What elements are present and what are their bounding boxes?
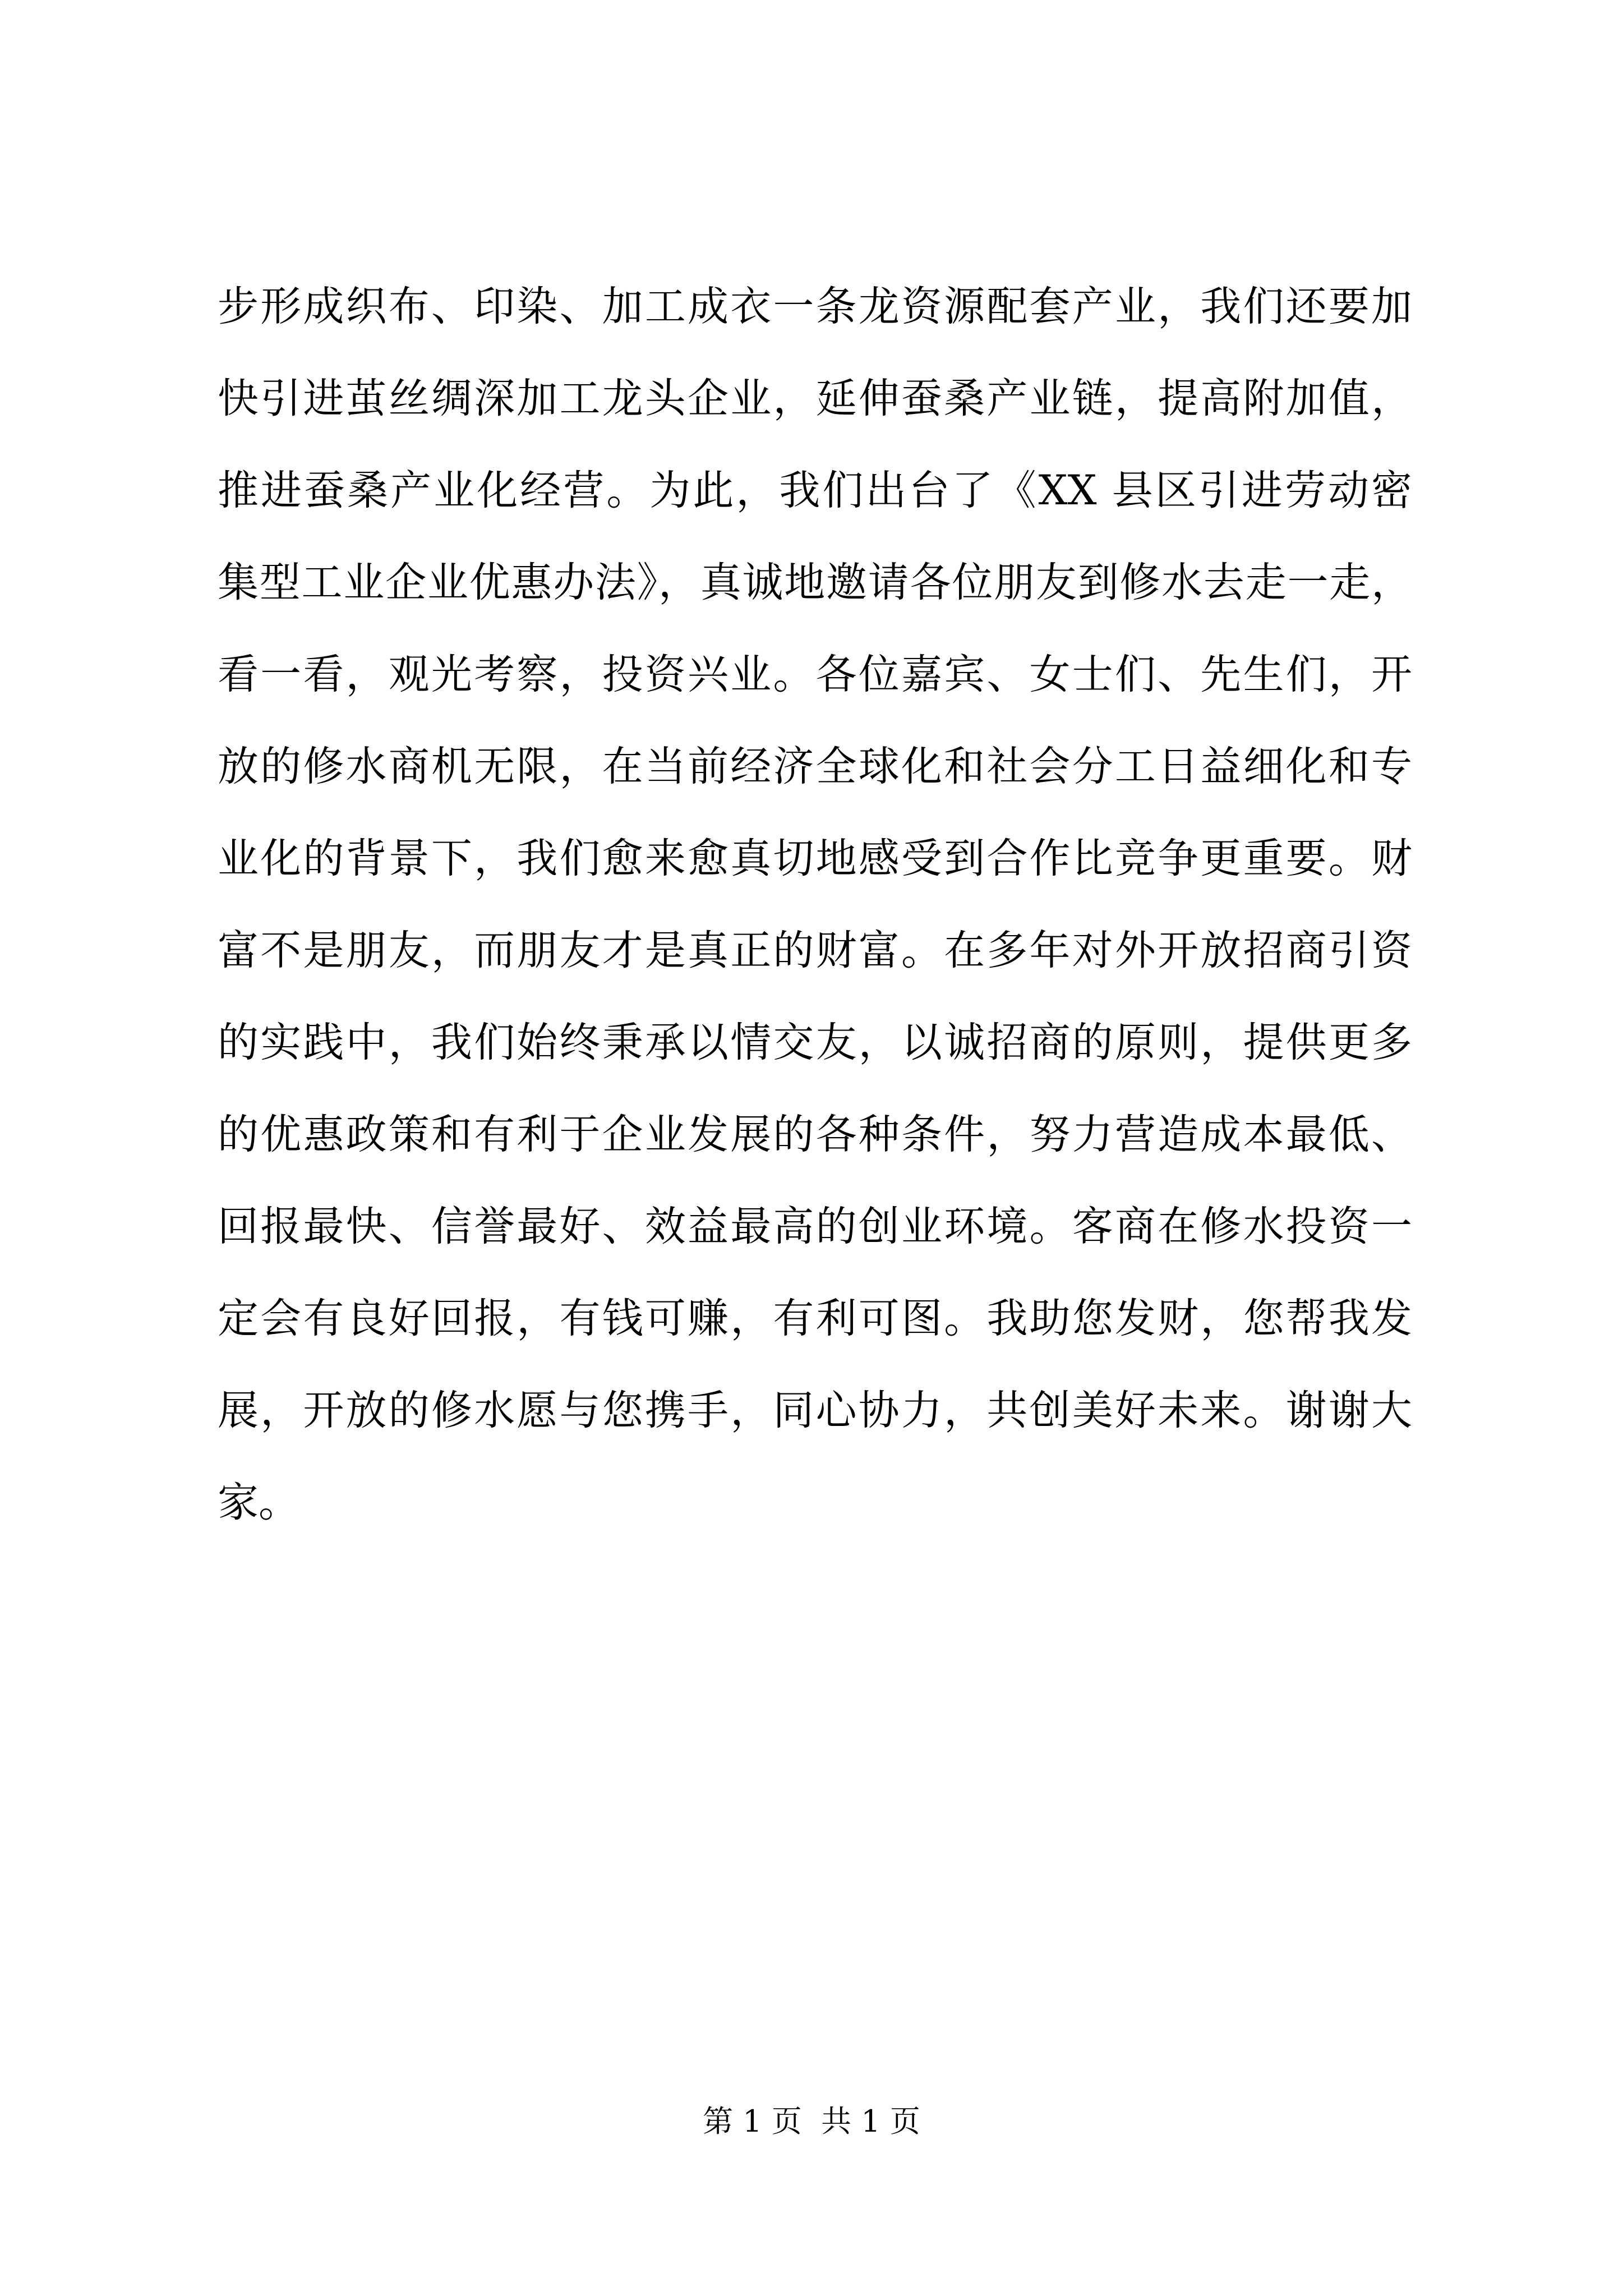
text-line: 的实践中，我们始终秉承以情交友，以诚招商的原则，提供更多 — [218, 1019, 1412, 1066]
text-line: 展，开放的修水愿与您携手，同心协力，共创美好未来。谢谢大 — [218, 1387, 1412, 1434]
text-line: 富不是朋友，而朋友才是真正的财富。在多年对外开放招商引资 — [218, 927, 1412, 974]
text-line: 步形成织布、印染、加工成衣一条龙资源配套产业，我们还要加 — [218, 283, 1412, 330]
page-footer: 第 1 页 共 1 页 — [703, 2104, 920, 2139]
text-line: 看一看，观光考察，投资兴业。各位嘉宾、女士们、先生们，开 — [218, 651, 1412, 698]
text-line: 业化的背景下，我们愈来愈真切地感受到合作比竞争更重要。财 — [218, 835, 1412, 882]
text-line: 快引进茧丝绸深加工龙头企业，延伸蚕桑产业链，提高附加值， — [218, 375, 1412, 422]
text-line: 集型工业企业优惠办法》，真诚地邀请各位朋友到修水去走一走， — [218, 559, 1412, 606]
text-line: 家。 — [218, 1479, 299, 1526]
text-line: 的优惠政策和有利于企业发展的各种条件，努力营造成本最低、 — [218, 1111, 1412, 1158]
text-line: 定会有良好回报，有钱可赚，有利可图。我助您发财，您帮我发 — [218, 1295, 1412, 1342]
text-line: 回报最快、信誉最好、效益最高的创业环境。客商在修水投资一 — [218, 1203, 1412, 1250]
text-line: 推进蚕桑产业化经营。为此，我们出台了《XX 县区引进劳动密 — [218, 467, 1412, 514]
body-text — [218, 261, 1412, 1549]
text-line: 放的修水商机无限，在当前经济全球化和社会分工日益细化和专 — [218, 743, 1412, 790]
